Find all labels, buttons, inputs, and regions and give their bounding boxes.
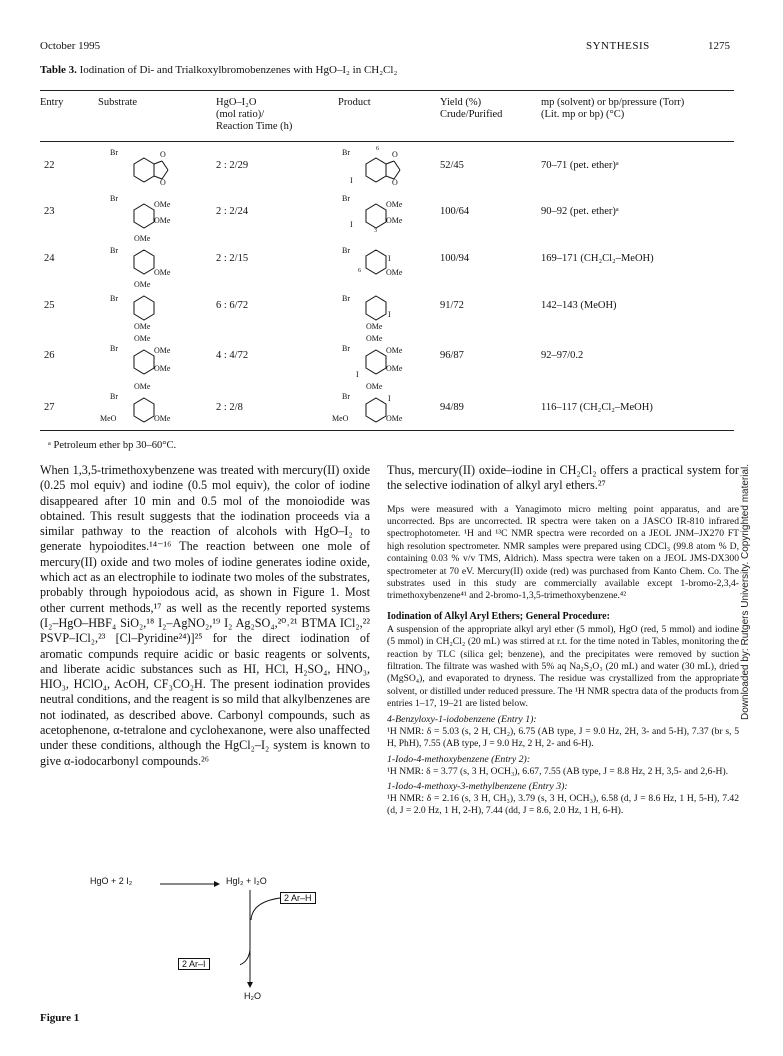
structure-substrate-24 bbox=[110, 234, 184, 280]
atom-label: Br bbox=[342, 392, 350, 401]
atom-label: Br bbox=[342, 148, 350, 157]
atom-label: OMe bbox=[134, 322, 151, 331]
table-bottom-rule bbox=[40, 430, 734, 431]
table-caption-text: Iodination of Di- and Trialkoxylbromobenzenes with HgO–I₂ in CH₂Cl₂ bbox=[79, 64, 398, 76]
atom-label: I bbox=[356, 370, 359, 379]
scheme-arrows bbox=[240, 890, 300, 990]
table-cell-mp: 70–71 (pet. ether)ᵃ bbox=[541, 160, 619, 171]
atom-label: OMe bbox=[366, 382, 383, 391]
scheme-byproduct: H₂O bbox=[244, 991, 261, 1001]
table-top-rule bbox=[40, 90, 734, 91]
atom-label: OMe bbox=[386, 200, 403, 209]
experimental-paragraph: Mps were measured with a Yanagimoto micro melting point apparatus, and are uncorrected. Bps are uncorrected. IR spectra were taken on a JASCO IR-810 infrared spectrophotometer. ¹H and ¹³C NMR spectra were recorded on a JEOL JNM–JX270 FT high resolution spectrometer. NMR samples were prepared using CDCl₃ (99.8 atom % D, containing 0.03 % v/v TMS, Aldrich). Mass spectra were taken on a JEOL JMS-DX300 spectrometer at 70 eV. Mercury(II) oxide (red) was purchased from Kanto Chem. Co. The substrates used in this study are commercially available except 1-bromo-2,3,4-trimethoxybenzene⁴¹ and 2-bromo-1,3,5-trimethoxybenzene.⁴² bbox=[387, 503, 739, 602]
table-cell-conditions: 2 : 2/15 bbox=[216, 253, 249, 264]
atom-label: OMe bbox=[134, 280, 151, 289]
atom-label: OMe bbox=[386, 364, 403, 373]
atom-label: Br bbox=[110, 194, 118, 203]
procedure-paragraph: A suspension of the appropriate alkyl aryl ether (5 mmol), HgO (red, 5 mmol) and iodine (5 mmol) in CH₂Cl₂ (20 mL) was stirred at r.t. for the time noted in Tables, monitoring the reaction by TLC (silica gel; benzene), and the precipitates were removed by suction filtration. The filtrate was washed with 5% aq Na₂S₂O₃ (20 mL) and water (30 mL), dried (MgSO₄), and evaporated to dryness. The residue was crystallized from the appropriate solvent, or distilled under reduced pressure. The ¹H NMR spectra data of the products from entries 1–17, 19–21 are listed below. bbox=[387, 623, 739, 710]
position-label: 6 bbox=[358, 268, 361, 274]
col-header-substrate: Substrate bbox=[98, 97, 138, 108]
table-cell-entry: 24 bbox=[44, 253, 55, 264]
scheme-products: HgI₂ + I₂O bbox=[226, 876, 267, 886]
atom-label: Br bbox=[342, 294, 350, 303]
col-header-conditions: HgO–I₂O (mol ratio)/ Reaction Time (h) bbox=[216, 97, 293, 132]
table-cell-conditions: 4 : 4/72 bbox=[216, 350, 249, 361]
structure-product-23 bbox=[342, 194, 416, 234]
atom-label: OMe bbox=[154, 268, 171, 277]
atom-label: Br bbox=[110, 148, 118, 157]
atom-label: Br bbox=[110, 344, 118, 353]
table-cell-entry: 27 bbox=[44, 402, 55, 413]
structure-substrate-27 bbox=[100, 382, 184, 428]
atom-label: I bbox=[350, 220, 353, 229]
scheme-reactants: HgO + 2 I₂ bbox=[90, 876, 133, 886]
atom-label: OMe bbox=[154, 414, 171, 423]
position-label: 3 bbox=[374, 228, 377, 234]
table-cell-conditions: 2 : 2/8 bbox=[216, 402, 243, 413]
table-cell-mp: 169–171 (CH₂Cl₂–MeOH) bbox=[541, 253, 654, 264]
table-footnote: ᵃ Petroleum ether bp 30–60°C. bbox=[48, 440, 177, 451]
table-cell-yield: 100/94 bbox=[440, 253, 470, 264]
structure-product-27 bbox=[332, 382, 416, 428]
structure-product-25 bbox=[342, 292, 416, 331]
atom-label: I bbox=[388, 394, 391, 403]
table-cell-mp: 92–97/0.2 bbox=[541, 350, 584, 361]
table-cell-conditions: 2 : 2/24 bbox=[216, 206, 249, 217]
structure-substrate-26 bbox=[110, 334, 184, 380]
compound-nmr: ¹H NMR: δ = 5.03 (s, 2 H, CH₂), 6.75 (AB type, J = 9.0 Hz, 2H, 3- and 5-H), 7.37 (br s, 5 H, PhH), 7.55 (AB type, J = 9.0 Hz, 2 H, 2- and 6-H). bbox=[387, 725, 739, 750]
scheme-product-box: 2 Ar–I bbox=[178, 958, 210, 970]
atom-label: MeO bbox=[100, 414, 117, 423]
table-cell-entry: 26 bbox=[44, 350, 55, 361]
atom-label: Br bbox=[110, 392, 118, 401]
structure-product-26 bbox=[342, 334, 416, 380]
atom-label: I bbox=[388, 310, 391, 319]
table-cell-yield: 100/64 bbox=[440, 206, 470, 217]
table-cell-yield: 94/89 bbox=[440, 402, 464, 413]
col-header-yield: Yield (%) Crude/Purified bbox=[440, 97, 503, 120]
atom-label: OMe bbox=[386, 414, 403, 423]
atom-label: OMe bbox=[134, 234, 151, 243]
running-header-date: October 1995 bbox=[40, 40, 101, 52]
atom-label: OMe bbox=[134, 334, 151, 343]
atom-label: OMe bbox=[386, 216, 403, 225]
atom-label: OMe bbox=[134, 382, 151, 391]
compound-name: 1-Iodo-4-methoxybenzene (Entry 2): bbox=[387, 753, 531, 765]
compound-nmr: ¹H NMR: δ = 2.16 (s, 3 H, CH₃), 3.79 (s, 3 H, OCH₃), 6.58 (d, J = 8.6 Hz, 1 H, 5-H), 7.42 (d, J = 2.0 Hz, 1 H, 2-H), 7.44 (dd, J = 8.6, 2.0 Hz, 1 H, 6-H). bbox=[387, 792, 739, 817]
col-header-product: Product bbox=[338, 97, 371, 108]
scheme-reagent-box: 2 Ar–H bbox=[280, 892, 316, 904]
table-cell-yield: 91/72 bbox=[440, 300, 464, 311]
table-cell-mp: 142–143 (MeOH) bbox=[541, 300, 617, 311]
table-cell-mp: 116–117 (CH₂Cl₂–MeOH) bbox=[541, 402, 653, 413]
table-header-rule bbox=[40, 141, 734, 142]
body-left-column bbox=[40, 463, 370, 769]
figure-label: Figure 1 bbox=[40, 1012, 80, 1024]
compound-name: 1-Iodo-4-methoxy-3-methylbenzene (Entry 3): bbox=[387, 780, 568, 792]
compound-name: 4-Benzyloxy-1-iodobenzene (Entry 1): bbox=[387, 713, 537, 725]
body-paragraph: When 1,3,5-trimethoxybenzene was treated with mercury(II) oxide (0.25 mol equiv) and iodine (0.5 mol equiv), the color of iodine disappeared after 10 min and 0.5 mol of the monoiodide was obtained. This result suggests that the iodination proceeds via a similar pathway to the reaction of alcohols with HgO–I₂ to generate hypoiodites.¹⁴⁻¹⁶ The reaction between one mole of mercury(II) oxide and two moles of iodine generates iodine oxide, which act as an electrophile to iodinate two moles of the substrates, probably through hypoiodous acid, as shown in Figure 1. Most other current methods,¹⁷ as well as the recently reported systems (I₂–HgO–HBF₄ SiO₂,¹⁸ I₂–AgNO₂,¹⁹ I₂ Ag₂SO₄,²⁰˒²¹ BTMA ICl₂,²² PSVP–ICl₂,²³ [Cl–Pyridine²⁴)]²⁵ for the direct iodination of aromatic compunds require acidic or basic reagents or solvents, and liberate acidic substances such as HI, HCl, H₂SO₄, HNO₃, HIO₃, HClO₄, AcOH, CF₃CO₂H. The present iodination provides neutral conditions, and the reagent is so mild that alkylbenzenes are not iodinated, as described above. Carbonyl compounds, such as acetophenone, α-tetralone and cyclohexanone, were also unaffected under these conditions, although the HgCl₂–I₂ system is known to give α-iodocarbonyl compounds.²⁶ bbox=[40, 463, 370, 768]
structure-product-22 bbox=[342, 146, 416, 188]
download-watermark: Downloaded by: Rutgers University. Copyrighted material. bbox=[740, 463, 751, 720]
atom-label: I bbox=[388, 254, 391, 263]
table-cell-yield: 96/87 bbox=[440, 350, 464, 361]
atom-label: O bbox=[392, 150, 398, 159]
atom-label: OMe bbox=[366, 334, 383, 343]
atom-label: O bbox=[160, 178, 166, 187]
atom-label: OMe bbox=[366, 322, 383, 331]
atom-label: Br bbox=[342, 344, 350, 353]
structure-substrate-25 bbox=[110, 280, 184, 331]
table-cell-entry: 22 bbox=[44, 160, 55, 171]
table-cell-conditions: 2 : 2/29 bbox=[216, 160, 249, 171]
atom-label: OMe bbox=[386, 346, 403, 355]
structure-substrate-22 bbox=[110, 148, 184, 188]
reaction-arrow bbox=[160, 880, 220, 888]
atom-label: Br bbox=[342, 194, 350, 203]
table-cell-entry: 25 bbox=[44, 300, 55, 311]
atom-label: Br bbox=[110, 294, 118, 303]
body-paragraph: Thus, mercury(II) oxide–iodine in CH₂Cl₂ offers a practical system for the selective iodination of alkyl aryl ethers.²⁷ bbox=[387, 463, 739, 493]
atom-label: MeO bbox=[332, 414, 349, 423]
figure-1-scheme bbox=[90, 868, 350, 1001]
table-caption bbox=[40, 64, 397, 76]
compound-nmr: ¹H NMR: δ = 3.77 (s, 3 H, OCH₃), 6.67, 7.55 (AB type, J = 8.8 Hz, 2 H, 3,5- and 2,6-H). bbox=[387, 765, 729, 777]
atom-label: OMe bbox=[154, 216, 171, 225]
atom-label: Br bbox=[110, 246, 118, 255]
atom-label: OMe bbox=[386, 268, 403, 277]
running-header-journal: SYNTHESIS bbox=[586, 40, 650, 52]
structure-product-24 bbox=[342, 246, 416, 280]
atom-label: OMe bbox=[154, 364, 171, 373]
table-cell-mp: 90–92 (pet. ether)ᵃ bbox=[541, 206, 619, 217]
page-number: 1275 bbox=[708, 40, 730, 52]
atom-label: O bbox=[392, 178, 398, 187]
atom-label: OMe bbox=[154, 200, 171, 209]
atom-label: OMe bbox=[154, 346, 171, 355]
table-caption-label: Table 3. bbox=[40, 64, 77, 76]
table-cell-yield: 52/45 bbox=[440, 160, 464, 171]
table-cell-conditions: 6 : 6/72 bbox=[216, 300, 249, 311]
atom-label: I bbox=[350, 176, 353, 185]
body-right-column bbox=[387, 463, 739, 819]
position-label: 6 bbox=[376, 146, 379, 152]
atom-label: O bbox=[160, 150, 166, 159]
col-header-entry: Entry bbox=[40, 97, 64, 108]
col-header-mp: mp (solvent) or bp/pressure (Torr) (Lit. mp or bp) (°C) bbox=[541, 97, 685, 120]
procedure-heading: Iodination of Alkyl Aryl Ethers; General Procedure: bbox=[387, 610, 610, 622]
structure-substrate-23 bbox=[110, 194, 184, 234]
table-cell-entry: 23 bbox=[44, 206, 55, 217]
atom-label: Br bbox=[342, 246, 350, 255]
